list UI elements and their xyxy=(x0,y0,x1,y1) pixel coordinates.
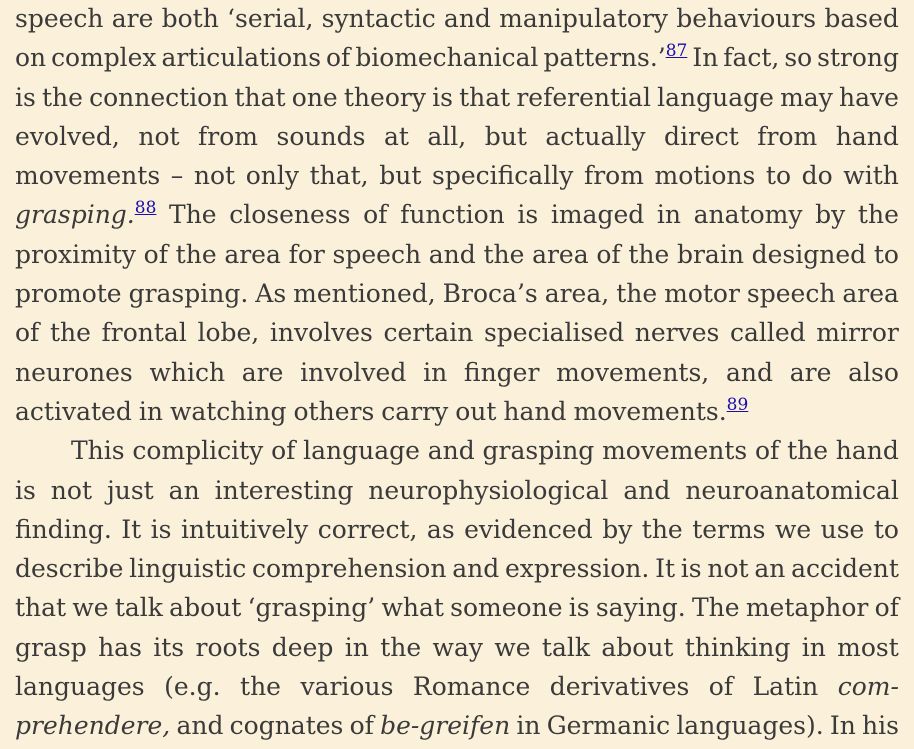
word: but xyxy=(379,161,422,191)
word: not xyxy=(50,475,92,505)
word: referential xyxy=(516,82,651,112)
text-line xyxy=(15,588,899,627)
word: designed xyxy=(751,239,867,269)
word: direct xyxy=(663,121,739,151)
word: lobe, xyxy=(197,318,260,348)
text-line xyxy=(15,353,899,392)
word-italic: prehendere, xyxy=(15,711,171,741)
word: do xyxy=(801,161,833,191)
word: speech xyxy=(746,279,836,309)
word: ‘serial, xyxy=(227,4,314,33)
word: of xyxy=(326,43,351,73)
text-line xyxy=(15,431,899,470)
word: one xyxy=(291,82,338,112)
word: and xyxy=(443,4,491,33)
word: various xyxy=(300,672,394,702)
word: of xyxy=(271,436,296,466)
word: describe xyxy=(15,554,124,584)
word: terms xyxy=(692,514,766,544)
word: way xyxy=(432,632,483,662)
word: of xyxy=(754,436,780,466)
word: about xyxy=(169,593,242,623)
word: speech xyxy=(15,4,104,33)
word: the xyxy=(41,82,83,112)
word: Broca’s xyxy=(442,279,538,309)
word: specifically xyxy=(432,161,574,191)
word: is xyxy=(432,82,453,112)
word: imaged xyxy=(550,200,645,230)
word: theory xyxy=(343,82,426,112)
word: from xyxy=(198,121,259,151)
word: brain xyxy=(676,239,744,269)
word: specialised xyxy=(483,318,625,348)
word: may xyxy=(780,82,833,112)
word: hand xyxy=(503,396,567,426)
footnote-link-87[interactable]: 87 xyxy=(665,41,688,62)
word-with-footnote xyxy=(15,195,156,234)
word: anatomy xyxy=(693,200,803,230)
word: It xyxy=(121,514,142,544)
word: and xyxy=(176,711,224,741)
word: derivatives xyxy=(549,672,690,702)
word: syntactic xyxy=(321,4,436,33)
word: movements. xyxy=(573,396,727,426)
word: connection xyxy=(89,82,229,112)
word: and xyxy=(428,239,476,269)
word: metaphor xyxy=(745,593,869,623)
word: manipulatory xyxy=(499,4,669,33)
word: In xyxy=(829,711,856,741)
word: intuitively xyxy=(180,514,309,544)
word: to xyxy=(765,161,792,191)
word: strong xyxy=(817,43,899,73)
word: only xyxy=(245,161,299,191)
word: the xyxy=(628,239,670,269)
word: others xyxy=(293,396,375,426)
word: proximity xyxy=(15,239,136,269)
word: evolved, xyxy=(15,121,120,151)
word: has xyxy=(98,632,142,662)
word: its xyxy=(153,632,185,662)
text-line xyxy=(15,195,899,234)
word-italic: com- xyxy=(837,672,899,702)
word: in xyxy=(423,357,448,387)
word: frontal xyxy=(101,318,187,348)
footnote-link-89[interactable]: 89 xyxy=(726,394,749,415)
word: and xyxy=(623,475,671,505)
word: also xyxy=(848,357,899,387)
word: of xyxy=(708,672,734,702)
word: is xyxy=(517,200,539,230)
word: of xyxy=(143,239,168,269)
word: As xyxy=(255,279,287,309)
word: finding. xyxy=(15,514,112,544)
word: expression. xyxy=(504,554,650,584)
word: at xyxy=(383,121,409,151)
word: certain xyxy=(383,318,474,348)
word: about xyxy=(601,632,674,662)
word: that xyxy=(15,593,67,623)
word: activated xyxy=(15,396,132,426)
word: This xyxy=(71,436,125,466)
word: thinking xyxy=(684,632,791,662)
word: we xyxy=(72,593,109,623)
word: that xyxy=(234,82,286,112)
word: hand xyxy=(835,121,899,151)
word: The xyxy=(692,593,740,623)
word: roots xyxy=(195,632,261,662)
word: talk xyxy=(541,632,591,662)
footnote-ref-87 xyxy=(666,41,688,61)
word: in xyxy=(801,632,826,662)
word: area xyxy=(224,239,281,269)
word: complicity xyxy=(132,436,264,466)
word: language xyxy=(657,82,774,112)
word: cognates xyxy=(229,711,344,741)
word: to xyxy=(873,514,899,544)
word: grasp xyxy=(15,632,87,662)
word: the xyxy=(616,279,658,309)
word: so xyxy=(784,43,813,73)
word: languages xyxy=(15,672,145,702)
word: finger xyxy=(463,357,540,387)
word: but xyxy=(484,121,527,151)
word: the xyxy=(857,200,899,230)
footnote-ref-88 xyxy=(135,198,157,218)
word: movements xyxy=(15,161,161,191)
word: someone xyxy=(450,593,563,623)
word: The xyxy=(169,200,217,230)
word: sounds xyxy=(276,121,366,151)
word: evidenced xyxy=(464,514,593,544)
word: – xyxy=(170,161,184,191)
word: based xyxy=(824,4,899,33)
word: of xyxy=(363,200,388,230)
word: mirror xyxy=(816,318,899,348)
footnote-ref-89 xyxy=(727,395,749,415)
word: interesting xyxy=(214,475,354,505)
word: the xyxy=(641,514,683,544)
word: is xyxy=(150,514,172,544)
word: called xyxy=(729,318,806,348)
word: area xyxy=(532,239,589,269)
word: watching xyxy=(169,396,287,426)
word: as xyxy=(426,514,455,544)
word: we xyxy=(774,514,812,544)
word: accident xyxy=(791,554,899,584)
word: of xyxy=(349,711,374,741)
word: linguistic xyxy=(129,554,247,584)
word: and xyxy=(452,554,500,584)
word: from xyxy=(583,161,644,191)
word: language xyxy=(303,436,420,466)
word: not xyxy=(138,121,180,151)
text-line xyxy=(15,117,899,156)
word: articulations xyxy=(161,43,322,73)
word: an xyxy=(168,475,200,505)
word: saying. xyxy=(595,593,686,623)
text-line xyxy=(15,628,899,667)
word: movements xyxy=(602,436,748,466)
word: area xyxy=(842,279,899,309)
word: comprehension xyxy=(251,554,447,584)
text-line xyxy=(15,549,899,588)
word: most xyxy=(837,632,899,662)
word: patterns.’ xyxy=(543,43,666,73)
word: are xyxy=(241,357,284,387)
word: talk xyxy=(114,593,163,623)
text-line xyxy=(15,78,899,117)
word: the xyxy=(483,239,525,269)
word: is xyxy=(680,554,702,584)
word: is xyxy=(15,475,36,505)
word: and xyxy=(725,357,773,387)
word-with-footnote xyxy=(574,392,749,431)
word: have xyxy=(838,82,899,112)
word: complex xyxy=(51,43,157,73)
word: by xyxy=(602,514,633,544)
word: and xyxy=(427,436,475,466)
word: speech xyxy=(332,239,422,269)
word: Germanic xyxy=(546,711,671,741)
word: in xyxy=(516,711,541,741)
word: motor xyxy=(664,279,740,309)
word: all, xyxy=(427,121,467,151)
word: grasping xyxy=(482,436,595,466)
word: is xyxy=(15,82,36,112)
text-line xyxy=(15,313,899,352)
text-line xyxy=(15,667,899,706)
word: on xyxy=(15,43,47,73)
word: not xyxy=(193,161,236,191)
text-line xyxy=(15,274,899,313)
word: by xyxy=(815,200,846,230)
word: are xyxy=(111,4,154,33)
word: mentioned, xyxy=(293,279,436,309)
word: of xyxy=(596,239,621,269)
word: we xyxy=(494,632,531,662)
word: what xyxy=(381,593,444,623)
word: nerves xyxy=(634,318,720,348)
word: which xyxy=(149,357,226,387)
word: is xyxy=(568,593,590,623)
text-line xyxy=(15,392,899,431)
footnote-link-88[interactable]: 88 xyxy=(134,198,157,219)
word: carry xyxy=(381,396,449,426)
word: behaviours xyxy=(676,4,817,33)
word: to xyxy=(873,239,899,269)
word: area, xyxy=(544,279,610,309)
word: in xyxy=(656,200,682,230)
word: the xyxy=(380,632,422,662)
word: actually xyxy=(545,121,646,151)
word: deep xyxy=(271,632,334,662)
word: neurophysiological xyxy=(368,475,609,505)
word-with-footnote xyxy=(543,38,687,77)
word: Romance xyxy=(412,672,531,702)
word: of xyxy=(874,593,899,623)
word: are xyxy=(789,357,832,387)
text-line xyxy=(15,706,899,745)
word: promote xyxy=(15,279,122,309)
word: in xyxy=(344,632,369,662)
word: involved xyxy=(300,357,407,387)
word: the xyxy=(787,436,829,466)
word: function xyxy=(400,200,505,230)
word-italic: grasping. xyxy=(15,200,135,230)
word: (e.g. xyxy=(164,672,221,702)
word: neurones xyxy=(15,357,133,387)
text-line xyxy=(15,471,899,510)
word: closeness xyxy=(229,200,351,230)
word: correct, xyxy=(317,514,418,544)
text-line xyxy=(15,0,899,38)
word: not xyxy=(707,554,749,584)
word: movements, xyxy=(556,357,710,387)
word: that, xyxy=(309,161,369,191)
word: involves xyxy=(269,318,373,348)
word: that xyxy=(459,82,511,112)
word: the xyxy=(240,672,281,702)
word: from xyxy=(757,121,818,151)
text-line xyxy=(15,235,899,274)
word: for xyxy=(288,239,325,269)
word: the xyxy=(49,318,91,348)
word: fact, xyxy=(723,43,780,73)
word: hand xyxy=(835,436,899,466)
text-line xyxy=(15,156,899,195)
word: Latin xyxy=(752,672,819,702)
word: out xyxy=(455,396,497,426)
word-italic: be-greifen xyxy=(380,711,511,741)
text-line xyxy=(15,38,899,77)
word: the xyxy=(175,239,217,269)
word: neuroanatomical xyxy=(685,475,899,505)
word: languages). xyxy=(676,711,824,741)
word: both xyxy=(161,4,219,33)
word: grasping. xyxy=(128,279,249,309)
word: motions xyxy=(654,161,756,191)
word: just xyxy=(106,475,154,505)
word: In xyxy=(692,43,719,73)
word: use xyxy=(820,514,865,544)
word: with xyxy=(843,161,899,191)
word: in xyxy=(138,396,163,426)
word: It xyxy=(655,554,676,584)
text-line xyxy=(15,510,899,549)
word: biomechanical xyxy=(355,43,539,73)
word: of xyxy=(15,318,40,348)
word: ‘grasping’ xyxy=(247,593,376,623)
book-page-text xyxy=(15,0,899,746)
word: an xyxy=(754,554,786,584)
word: his xyxy=(862,711,899,741)
